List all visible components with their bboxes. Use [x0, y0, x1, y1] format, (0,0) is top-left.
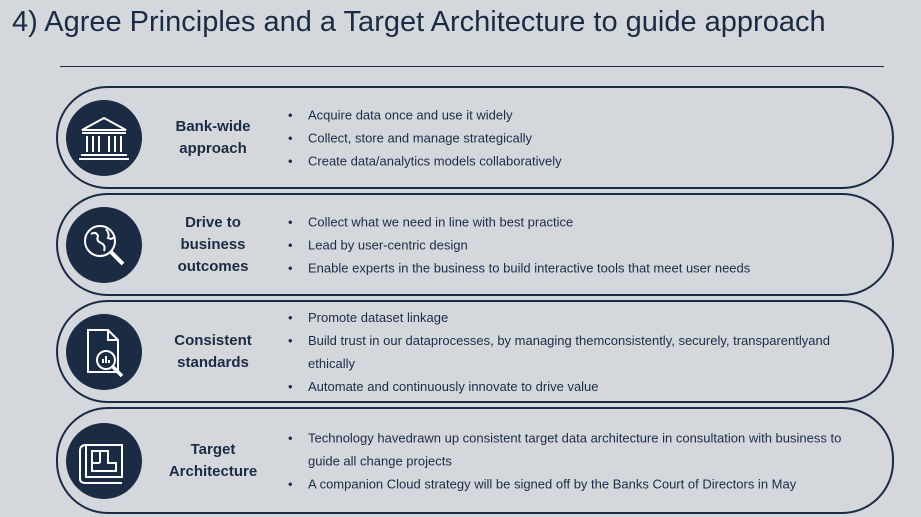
list-item: • Collect what we need in line with best practice	[286, 210, 872, 233]
page-title: 4) Agree Principles and a Target Architecture to guide approach	[12, 6, 826, 38]
bullet-list	[286, 210, 872, 279]
list-item: • Create data/analytics models collaboratively	[286, 149, 872, 172]
list-item: • Automate and continuously innovate to drive value	[286, 375, 872, 398]
principle-row-drive-outcomes	[56, 193, 894, 296]
list-item: • Technology havedrawn up consistent target data architecture in consultation with business to guide all change projects	[286, 426, 872, 472]
list-item: • A companion Cloud strategy will be signed off by the Banks Court of Directors in May	[286, 472, 872, 495]
list-item: • Promote dataset linkage	[286, 306, 872, 329]
list-item: • Build trust in our dataprocesses, by managing themconsistently, securely, transparentlyand ethically	[286, 329, 872, 375]
list-item: • Lead by user-centric design	[286, 233, 872, 256]
list-item: • Collect, store and manage strategically	[286, 126, 872, 149]
list-item: • Acquire data once and use it widely	[286, 103, 872, 126]
bank-building-icon	[66, 100, 142, 176]
principle-label: Target Architecture	[168, 440, 258, 480]
list-item: • Enable experts in the business to build interactive tools that meet user needs	[286, 256, 872, 279]
bullet-list	[286, 426, 872, 495]
principle-row-bank-wide	[56, 86, 894, 189]
bullet-list	[286, 306, 872, 398]
bullet-list	[286, 103, 872, 172]
principle-label: Bank-wide approach	[175, 117, 251, 157]
principle-label: Drive to business outcomes	[177, 213, 249, 275]
principle-row-target-architecture	[56, 407, 894, 514]
document-chart-magnifier-icon	[66, 314, 142, 390]
globe-magnifier-icon	[66, 207, 142, 283]
principle-row-consistent-standards	[56, 300, 894, 403]
blueprint-icon	[66, 423, 142, 499]
title-divider	[60, 66, 884, 67]
principle-label: Consistent standards	[174, 331, 252, 371]
